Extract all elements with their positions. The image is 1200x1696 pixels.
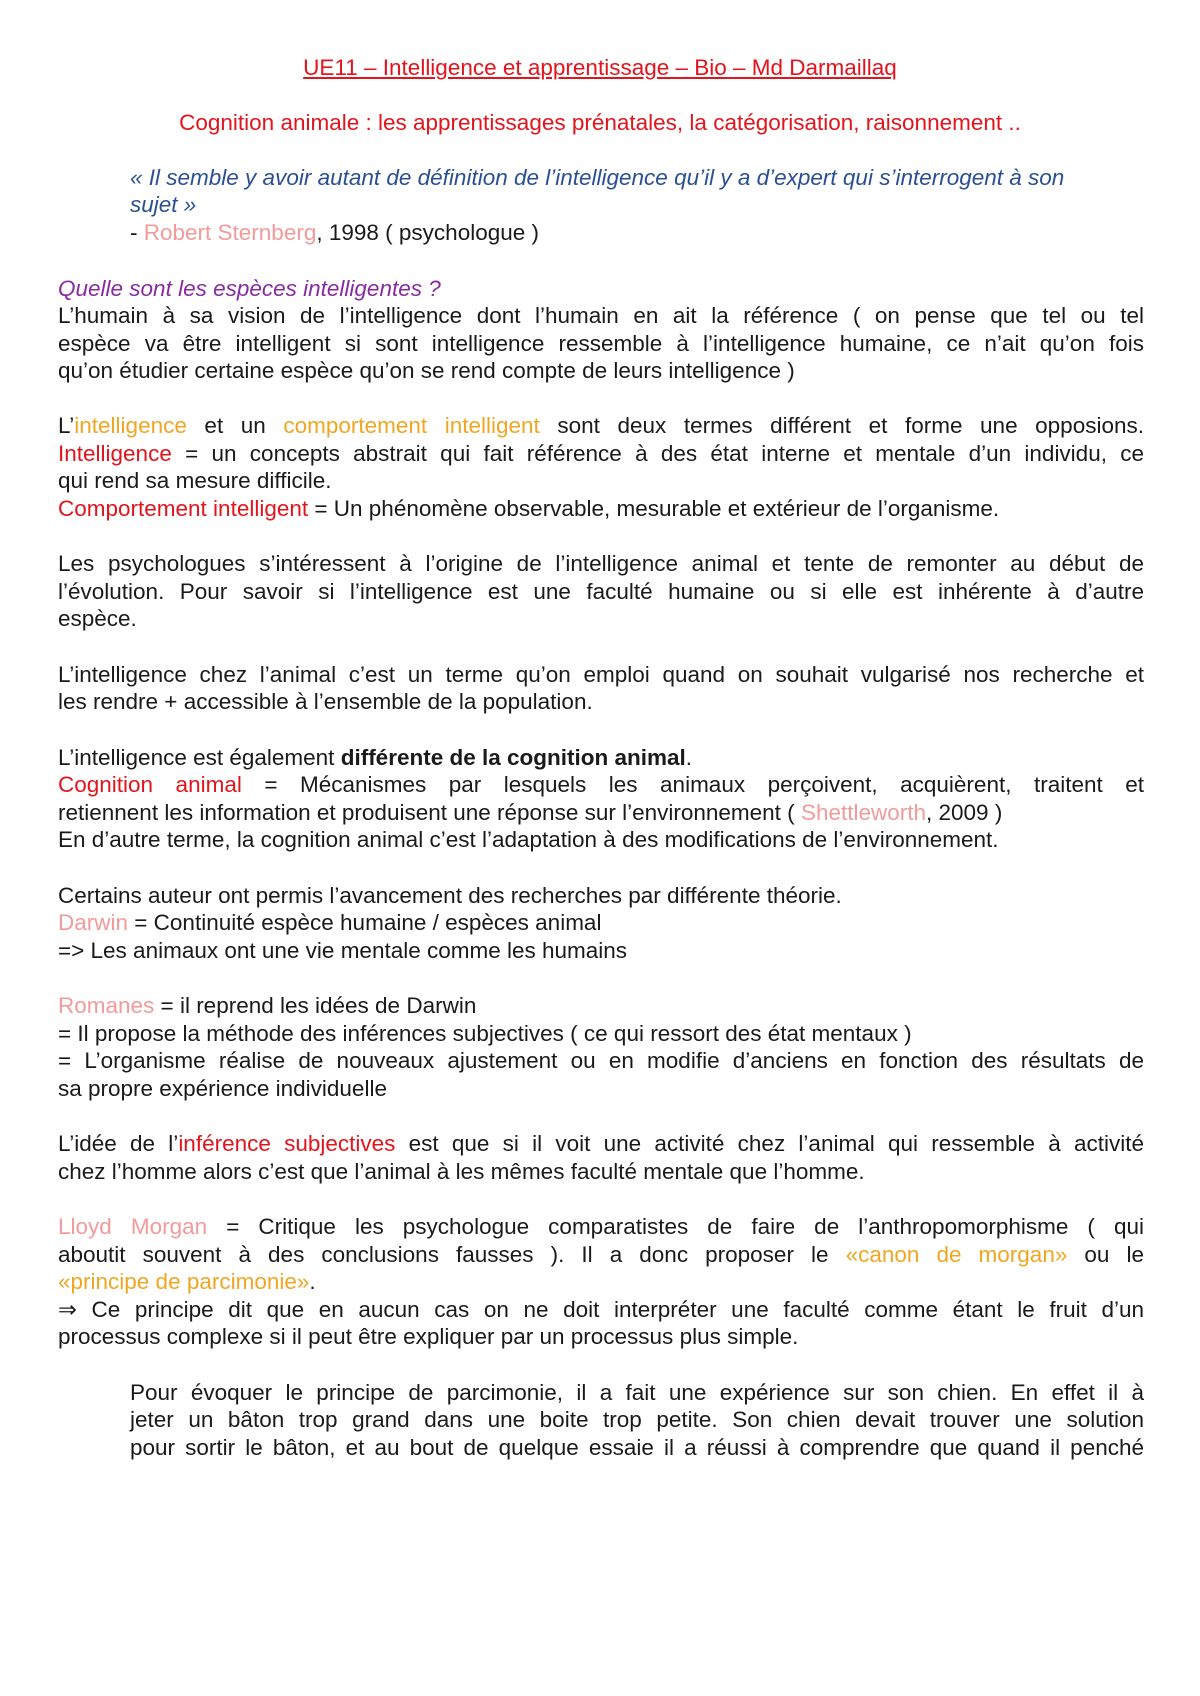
definition-comportement <box>58 494 1144 524</box>
text-span: L’ <box>58 413 75 438</box>
paragraph-line: espèce va être intelligent si sont intelligence ressemble à l’intelligence humaine, ce n’ait qu’on fois <box>58 331 1144 356</box>
quote-line-1: « Il semble y avoir autant de définition de l’intelligence qu’il y a d’expert qui s’interrogent à son <box>130 165 1065 190</box>
term-canon-de-morgan: «canon de morgan» <box>845 1242 1068 1267</box>
author-lloyd-morgan: Lloyd Morgan <box>58 1214 208 1239</box>
text-span: retiennent les information et produisent une réponse sur l’environnement ( <box>58 800 801 825</box>
morgan-line <box>58 1212 1144 1242</box>
text-span: = Critique les psychologue comparatistes de faire de l’anthropomorphisme ( qui <box>207 1214 1144 1239</box>
text-span: = Un phénomène observable, mesurable et extérieur de l’organisme. <box>308 496 1000 521</box>
paragraph-line: les rendre + accessible à l’ensemble de la population. <box>58 689 593 714</box>
text-span: sont deux termes différent et forme une opposions. <box>539 413 1144 438</box>
paragraph-line: pour sortir le bâton, et au bout de quelque essaie il a réussi à comprendre que quand il penché <box>130 1435 1144 1460</box>
paragraph-line <box>58 798 1144 828</box>
text-span: . <box>309 1269 316 1294</box>
cognition-intro <box>58 743 1144 773</box>
term-inference: inférence subjectives <box>178 1131 396 1156</box>
definition-cognition <box>58 770 1144 800</box>
text-span: = Mécanismes par lesquels les animaux perçoivent, acquièrent, traitent et <box>241 772 1144 797</box>
paragraph-line: Pour évoquer le principe de parcimonie, il a fait une expérience sur son chien. En effet il à <box>130 1380 1144 1405</box>
text-span: L’idée de l’ <box>58 1131 179 1156</box>
text-span: est que si il voit une activité chez l’animal qui ressemble à activité <box>395 1131 1144 1156</box>
text-span: = Continuité espèce humaine / espèces animal <box>128 910 602 935</box>
paragraph-line: jeter un bâton trop grand dans une boite trop petite. Son chien devait trouver une solution <box>130 1407 1144 1432</box>
attr-rest: , 1998 ( psychologue ) <box>316 220 539 245</box>
text-span: = il reprend les idées de Darwin <box>154 993 477 1018</box>
paragraph-line <box>58 1240 1144 1270</box>
attr-author: Robert Sternberg <box>143 220 317 245</box>
paragraph-line: qui rend sa mesure difficile. <box>58 468 332 493</box>
author-darwin: Darwin <box>58 910 129 935</box>
text-span: aboutit souvent à des conclusions fausses ). Il a donc proposer le <box>58 1242 846 1267</box>
term-cognition: Cognition animal <box>58 772 242 797</box>
paragraph-line: sa propre expérience individuelle <box>58 1076 387 1101</box>
document-subtitle: Cognition animale : les apprentissages prénatales, la catégorisation, raisonnement .. <box>179 110 1021 135</box>
quote-line-2: sujet » <box>130 192 197 217</box>
term-comportement: Comportement intelligent <box>58 496 309 521</box>
romanes-line <box>58 991 1144 1021</box>
paragraph-line: = L’organisme réalise de nouveaux ajustement ou en modifie d’anciens en fonction des résultats de <box>58 1048 1144 1073</box>
paragraph-line: = Il propose la méthode des inférences subjectives ( ce qui ressort des état mentaux ) <box>58 1021 912 1046</box>
text-span: et un <box>186 413 284 438</box>
text-span: , 2009 ) <box>926 800 1003 825</box>
paragraph-line: ⇒ Ce principe dit que en aucun cas on ne doit interpréter une faculté comme étant le fruit d’un <box>58 1297 1144 1322</box>
paragraph-line: l’évolution. Pour savoir si l’intelligence est une faculté humaine ou si elle est inhérente à d’autre <box>58 579 1144 604</box>
paragraph-line: Les psychologues s’intéressent à l’origine de l’intelligence animal et tente de remonter au début de <box>58 551 1144 576</box>
term-intelligence: intelligence <box>74 413 187 438</box>
paragraph-line: Certains auteur ont permis l’avancement des recherches par différente théorie. <box>58 883 842 908</box>
paragraph-line: espèce. <box>58 606 137 631</box>
darwin-line <box>58 908 1144 938</box>
author-shettleworth: Shettleworth <box>800 800 927 825</box>
question-heading: Quelle sont les espèces intelligentes ? <box>58 276 441 301</box>
paragraph-line: En d’autre terme, la cognition animal c’est l’adaptation à des modifications de l’environnement. <box>58 827 999 852</box>
document-title: UE11 – Intelligence et apprentissage – Bio – Md Darmaillaq <box>303 55 897 80</box>
text-span: L’intelligence est également <box>58 745 341 770</box>
text-span: ou le <box>1067 1242 1144 1267</box>
paragraph-line <box>58 1267 1144 1297</box>
attr-dash: - <box>130 220 144 245</box>
inference-line <box>58 1129 1144 1159</box>
definition-intelligence <box>58 439 1144 469</box>
paragraph-line: qu’on étudier certaine espèce qu’on se rend compte de leurs intelligence ) <box>58 358 795 383</box>
paragraph-line: L’humain à sa vision de l’intelligence dont l’humain en ait la référence ( on pense que tel ou tel <box>58 303 1144 328</box>
definition-intro <box>58 411 1144 441</box>
term-principe-parcimonie: «principe de parcimonie» <box>58 1269 310 1294</box>
text-span: . <box>685 745 693 770</box>
paragraph-line: L’intelligence chez l’animal c’est un terme qu’on emploi quand on souhait vulgarisé nos recherche et <box>58 662 1144 687</box>
quote-attribution <box>130 218 1144 248</box>
author-romanes: Romanes <box>58 993 155 1018</box>
paragraph-line: processus complexe si il peut être expliquer par un processus plus simple. <box>58 1324 799 1349</box>
paragraph-line: => Les animaux ont une vie mentale comme les humains <box>58 938 628 963</box>
term-intelligence: Intelligence <box>58 441 172 466</box>
paragraph-line: chez l’homme alors c’est que l’animal à les mêmes faculté mentale que l’homme. <box>58 1159 865 1184</box>
text-span: = un concepts abstrait qui fait référence à des état interne et mentale d’un individu, ce <box>171 441 1144 466</box>
term-comportement: comportement intelligent <box>283 413 540 438</box>
bold-phrase: différente de la cognition animal <box>340 745 686 770</box>
